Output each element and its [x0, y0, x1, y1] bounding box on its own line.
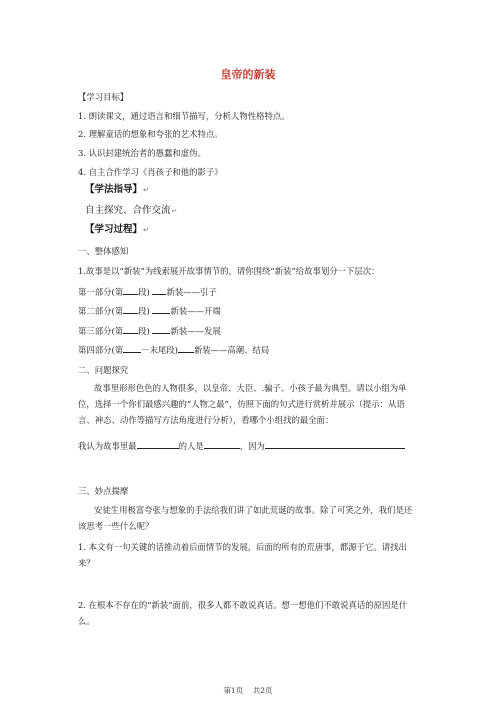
part-row-1: 第一部分(第 段) 新装——引子: [78, 287, 217, 297]
section3-text: 安徒生用极富夸张与想象的手法给我们讲了如此荒诞的故事。除了可笑之外，我们是还该思考一些什么呢？: [78, 505, 413, 531]
section2-text: 故事里形形色色的人物很多，以皇帝、大臣、.骗子、小孩子最为典型。请以小组为单位，选择一个你们最感兴趣的“人物之最”，仿照下面的句式进行赏析并展示（提示：从语言、神态、动作等描写方法角度进行分析），看哪个小组找的最全面：: [78, 383, 407, 425]
process-heading: 【学习过程】↵: [85, 224, 149, 235]
section1-heading: 一、整体感知: [78, 246, 129, 256]
page-number: 第1页: [223, 686, 244, 695]
paragraph-mark-icon: ↵: [143, 226, 149, 234]
paragraph-mark-icon: ↵: [171, 207, 178, 215]
section3-question-2: 2. 在根本不存在的“新装”面前，很多人都不敢说真话。想一想他们不敢说真话的原因是什么。: [78, 600, 408, 626]
page-title: 皇帝的新装: [220, 68, 276, 81]
section3-question-1: 1. 本文有一句关键的话推动着后面情节的发展，后面的所有的荒唐事，都源于它。请找出来？: [78, 542, 407, 568]
method-text: 自主探究、合作交流↵: [85, 205, 178, 216]
paragraph-mark-icon: ↵: [143, 186, 149, 194]
method-heading: 【学法指导】↵: [85, 184, 149, 195]
part-row-3: 第三部分(第 段) 新装——发展: [78, 326, 221, 336]
objective-item-2: 2. 理解童话的想象和夸张的艺术特点。: [78, 129, 223, 139]
page-total: 共2页: [252, 686, 273, 695]
part-row-2: 第二部分(第 段) 新装——开端: [78, 306, 221, 316]
section3-heading: 三、妙点揣摩: [78, 486, 129, 496]
page-footer: [0, 686, 496, 695]
objective-item-1: 1. 朗读课文，通过语言和细节描写，分析人物性格特点。: [78, 111, 290, 121]
section1-question: 1.故事是以“新装”为线索展开故事情节的，请你围绕“新装”给故事划分一下层次：: [78, 266, 380, 276]
objective-item-4: 4. 自主合作学习《肖孩子和他的影子》: [78, 167, 223, 177]
section2-heading: 二、问题探究: [78, 365, 129, 375]
part-row-4: 第四部分(第 －末尾段) 新装——高潮、结局: [78, 345, 270, 355]
objectives-heading: 【学习目标】: [78, 92, 129, 102]
objective-item-3: 3. 认识封建统治者的愚蠢和虚伪。: [78, 148, 206, 158]
section2-fill-sentence: 我认为故事里最 的人是 ，因为: [78, 440, 405, 451]
